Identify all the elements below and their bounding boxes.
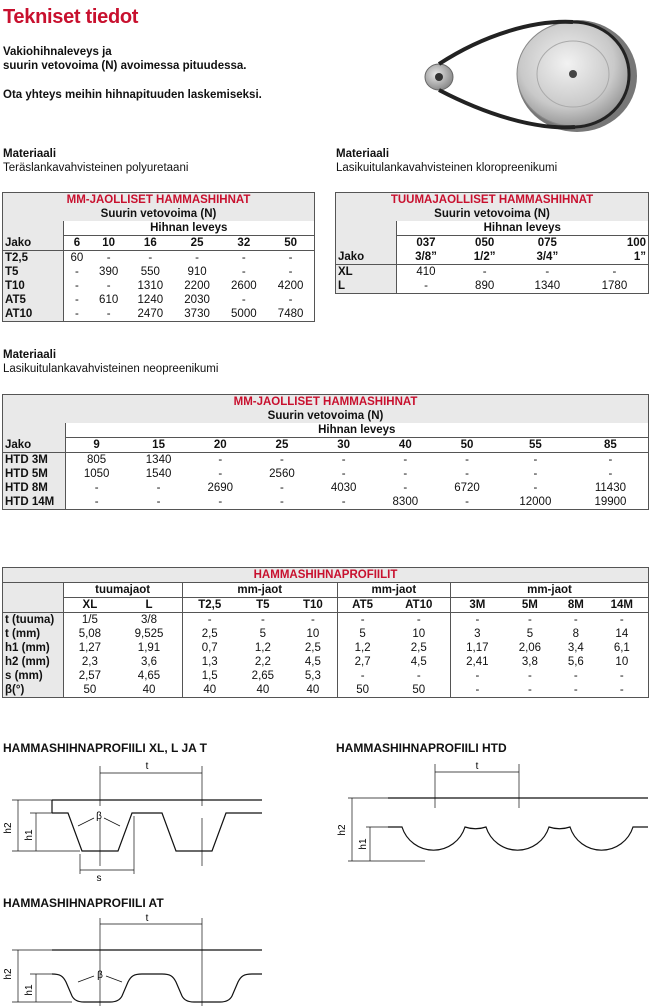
table-cell: - bbox=[465, 468, 469, 480]
table-cell: 40 bbox=[256, 684, 270, 696]
profile-col: T10 bbox=[302, 599, 323, 611]
material-text-3: Lasikuitulankavahvisteinen neopreenikumi bbox=[3, 363, 219, 375]
table-cell: 1,2 bbox=[337, 641, 387, 655]
table-cell: 1340 bbox=[145, 454, 172, 466]
table-cell: 10 bbox=[306, 628, 320, 640]
mm-width: 50 bbox=[284, 237, 297, 249]
table-cell: 2,3 bbox=[63, 655, 116, 669]
table-row bbox=[3, 613, 648, 628]
table-cell: 3 bbox=[450, 627, 503, 641]
row-label: L bbox=[336, 279, 396, 293]
table-cell: 12000 bbox=[519, 496, 552, 508]
table-cell: 14 bbox=[615, 628, 629, 640]
table-cell: - bbox=[280, 454, 284, 466]
dim-t: t bbox=[145, 913, 149, 924]
table-cell: - bbox=[545, 266, 550, 278]
table-cell: 3,8 bbox=[521, 656, 538, 668]
dim-beta: β bbox=[96, 811, 102, 822]
dim-t: t bbox=[145, 761, 149, 772]
row-label: HTD 14M bbox=[3, 495, 65, 509]
table-row bbox=[3, 495, 648, 509]
table-cell: 3,4 bbox=[567, 642, 584, 654]
table-cell: - bbox=[573, 670, 578, 682]
table-cell: - bbox=[619, 614, 624, 626]
profile-xl-title: HAMMASHIHNAPROFIILI XL, L JA T bbox=[3, 741, 207, 755]
table-cell: - bbox=[573, 684, 578, 696]
table-cell: 2,65 bbox=[251, 670, 275, 682]
table-row bbox=[3, 641, 648, 655]
dim-h2: h2 bbox=[3, 968, 14, 980]
table-cell: - bbox=[260, 614, 265, 626]
table-cell: - bbox=[337, 613, 387, 628]
profile-col: XL bbox=[63, 598, 116, 613]
table-cell: - bbox=[106, 252, 111, 264]
table-cell: 1/5 bbox=[63, 613, 116, 628]
table-cell: - bbox=[341, 454, 346, 466]
inch-table-width-label: Hihnan leveys bbox=[396, 221, 648, 236]
profile-col: T2,5 bbox=[182, 598, 237, 613]
table-cell: 6,1 bbox=[613, 642, 630, 654]
table-cell: 2,2 bbox=[254, 656, 271, 668]
table-cell: - bbox=[573, 614, 578, 626]
table-cell: - bbox=[241, 294, 246, 306]
table-cell: 2,57 bbox=[63, 669, 116, 683]
table-cell: - bbox=[218, 454, 223, 466]
htd-table-force: Suurin vetovoima (N) bbox=[267, 410, 384, 422]
table-cell: - bbox=[288, 252, 293, 264]
table-cell: 60 bbox=[63, 251, 90, 266]
table-cell: 1,91 bbox=[137, 642, 161, 654]
table-cell: - bbox=[527, 670, 532, 682]
table-cell: 5 bbox=[259, 628, 267, 640]
table-cell: 1050 bbox=[65, 467, 128, 481]
dim-h1: h1 bbox=[24, 984, 35, 996]
profile-table bbox=[3, 568, 648, 697]
table-cell: - bbox=[608, 468, 613, 480]
table-cell: 390 bbox=[99, 266, 119, 278]
table-cell: - bbox=[619, 670, 624, 682]
row-label: s (mm) bbox=[3, 669, 63, 683]
intro-line-1: Vakiohihnaleveys ja bbox=[3, 46, 112, 58]
table-cell: - bbox=[65, 481, 128, 495]
table-cell: - bbox=[195, 252, 199, 264]
table-cell: 9,525 bbox=[134, 628, 164, 640]
htd-table-title: MM-JAOLLISET HAMMASHIHNAT bbox=[233, 396, 418, 408]
table-cell: - bbox=[288, 266, 293, 278]
table-cell: 2690 bbox=[207, 482, 234, 494]
table-cell: 4,65 bbox=[137, 670, 161, 682]
row-label: t (tuuma) bbox=[3, 613, 63, 628]
table-cell: 8 bbox=[572, 628, 580, 640]
table-cell: - bbox=[533, 454, 538, 466]
row-label: HTD 3M bbox=[3, 453, 65, 468]
table-cell: 5000 bbox=[231, 308, 257, 320]
table-cell: 805 bbox=[65, 453, 128, 468]
table-cell: - bbox=[619, 684, 624, 696]
table-cell: 7480 bbox=[277, 308, 304, 320]
table-cell: 40 bbox=[142, 684, 156, 696]
table-row bbox=[3, 655, 648, 669]
table-cell: 2,5 bbox=[304, 642, 321, 654]
table-cell: 550 bbox=[140, 266, 160, 278]
table-row bbox=[3, 467, 648, 481]
table-cell: - bbox=[241, 266, 246, 278]
table-row bbox=[3, 307, 314, 321]
table-cell: 5,3 bbox=[304, 670, 321, 682]
table-row bbox=[3, 453, 648, 468]
table-cell: 19900 bbox=[594, 496, 627, 508]
table-cell: 5 bbox=[526, 628, 534, 640]
table-cell: 8300 bbox=[392, 496, 419, 508]
inch-belt-table bbox=[336, 193, 648, 293]
table-cell: - bbox=[465, 496, 469, 508]
table-cell: 1310 bbox=[137, 280, 164, 292]
inch-width-code: 050 bbox=[475, 237, 495, 249]
table-row bbox=[3, 481, 648, 495]
table-cell: - bbox=[465, 454, 469, 466]
table-cell: 1,3 bbox=[182, 655, 237, 669]
table-cell: 5,08 bbox=[63, 627, 116, 641]
table-cell: - bbox=[450, 669, 503, 683]
table-cell: - bbox=[341, 468, 346, 480]
mm-table-force: Suurin vetovoima (N) bbox=[100, 208, 217, 220]
row-label: HTD 5M bbox=[3, 467, 65, 481]
inch-width-inch: 1” bbox=[633, 251, 646, 263]
row-label: AT5 bbox=[3, 293, 63, 307]
table-cell: - bbox=[450, 613, 503, 628]
htd-width: 25 bbox=[275, 439, 289, 451]
table-cell: - bbox=[218, 496, 223, 508]
table-cell: 1240 bbox=[137, 294, 164, 306]
table-cell: 40 bbox=[306, 684, 320, 696]
table-cell: - bbox=[218, 468, 223, 480]
dim-beta: β bbox=[97, 970, 103, 981]
htd-width: 9 bbox=[65, 438, 128, 453]
table-row bbox=[3, 251, 314, 266]
table-cell: - bbox=[416, 614, 421, 626]
htd-width: 55 bbox=[528, 439, 542, 451]
table-cell: 1,2 bbox=[254, 642, 271, 654]
htd-width: 85 bbox=[604, 439, 617, 451]
row-label: β(°) bbox=[3, 683, 63, 697]
table-row bbox=[336, 265, 648, 280]
table-cell: - bbox=[533, 468, 538, 480]
inch-width-code: 075 bbox=[537, 237, 557, 249]
inch-table-title: TUUMAJAOLLISET HAMMASHIHNAT bbox=[390, 194, 594, 206]
htd-width: 40 bbox=[398, 439, 412, 451]
profile-col: AT10 bbox=[405, 599, 433, 611]
material-text-2: Lasikuitulankavahvisteinen kloropreenikumi bbox=[336, 162, 558, 174]
profile-at-title: HAMMASHIHNAPROFIILI AT bbox=[3, 896, 164, 910]
inch-table-force: Suurin vetovoima (N) bbox=[434, 208, 550, 220]
table-cell: - bbox=[106, 308, 111, 320]
profile-group: mm-jaot bbox=[182, 583, 337, 598]
table-cell: 2560 bbox=[269, 468, 295, 480]
table-cell: - bbox=[63, 307, 90, 321]
htd-belt-table bbox=[3, 395, 648, 509]
table-row bbox=[3, 293, 314, 307]
table-row bbox=[3, 669, 648, 683]
table-cell: 5,6 bbox=[567, 656, 584, 668]
table-cell: - bbox=[527, 614, 532, 626]
table-cell: - bbox=[416, 670, 421, 682]
table-row bbox=[336, 279, 648, 293]
row-label: T2,5 bbox=[3, 251, 63, 266]
material-label-2: Materiaali bbox=[336, 148, 390, 160]
dim-h2: h2 bbox=[337, 824, 348, 836]
inch-table-jako: Jako bbox=[336, 250, 396, 265]
intro-line-2: suurin vetovoima (N) avoimessa pituudessa. bbox=[3, 60, 247, 72]
table-cell: 1340 bbox=[534, 280, 561, 292]
material-label-1: Materiaali bbox=[3, 148, 57, 160]
profile-htd-title: HAMMASHIHNAPROFIILI HTD bbox=[336, 741, 507, 755]
page-title: Tekniset tiedot bbox=[3, 6, 139, 28]
profile-xl-diagram bbox=[0, 758, 290, 883]
table-cell: 3/8 bbox=[141, 614, 157, 626]
table-cell: 1780 bbox=[601, 280, 628, 292]
row-label: T10 bbox=[3, 279, 63, 293]
table-cell: 2030 bbox=[184, 294, 210, 306]
table-cell: - bbox=[403, 482, 408, 494]
table-cell: - bbox=[148, 252, 153, 264]
table-cell: 2,7 bbox=[337, 655, 387, 669]
table-cell: 2,06 bbox=[518, 642, 542, 654]
table-cell: - bbox=[280, 482, 284, 494]
table-cell: - bbox=[612, 266, 617, 278]
table-cell: - bbox=[280, 496, 284, 508]
table-row bbox=[3, 627, 648, 641]
table-cell: 5 bbox=[337, 627, 387, 641]
mm-belt-table bbox=[3, 193, 314, 321]
table-cell: 10 bbox=[412, 628, 426, 640]
table-cell: - bbox=[65, 495, 128, 509]
table-cell: 1540 bbox=[145, 468, 172, 480]
table-cell: - bbox=[533, 482, 538, 494]
table-cell: 1,5 bbox=[182, 669, 237, 683]
table-row bbox=[3, 265, 314, 279]
profile-col: L bbox=[145, 599, 153, 611]
table-cell: - bbox=[337, 669, 387, 683]
table-cell: 3730 bbox=[184, 308, 210, 320]
table-cell: 2,5 bbox=[410, 642, 427, 654]
mm-width: 6 bbox=[63, 236, 90, 251]
table-cell: 4200 bbox=[277, 280, 304, 292]
profile-group: mm-jaot bbox=[450, 583, 648, 598]
inch-width-code: 100 bbox=[626, 237, 646, 249]
table-cell: 0,7 bbox=[182, 641, 237, 655]
table-cell: 890 bbox=[475, 280, 495, 292]
htd-width: 15 bbox=[152, 439, 165, 451]
row-label: AT10 bbox=[3, 307, 63, 321]
inch-width-inch: 1/2” bbox=[473, 251, 496, 263]
table-cell: - bbox=[396, 279, 455, 293]
mm-table-width-label: Hihnan leveys bbox=[63, 221, 314, 236]
profile-htd-diagram bbox=[330, 758, 650, 878]
table-cell: 410 bbox=[396, 265, 455, 280]
material-text-1: Teräslankavahvisteinen polyuretaani bbox=[3, 162, 189, 174]
table-cell: - bbox=[156, 496, 161, 508]
profile-col: 8M bbox=[567, 599, 584, 611]
table-cell: - bbox=[403, 454, 408, 466]
profile-group: mm-jaot bbox=[337, 583, 450, 598]
table-cell: - bbox=[182, 613, 237, 628]
table-cell: 910 bbox=[187, 266, 207, 278]
table-cell: - bbox=[403, 468, 408, 480]
table-cell: - bbox=[341, 496, 346, 508]
mm-width: 25 bbox=[190, 237, 204, 249]
intro-line-3: Ota yhteys meihin hihnapituuden laskemiseksi. bbox=[3, 89, 262, 101]
table-cell: 4,5 bbox=[410, 656, 427, 668]
profile-col: 3M bbox=[450, 598, 503, 613]
table-cell: - bbox=[482, 266, 487, 278]
table-cell: 2,41 bbox=[450, 655, 503, 669]
table-cell: 50 bbox=[412, 684, 426, 696]
htd-table-jako: Jako bbox=[3, 438, 65, 453]
table-cell: 610 bbox=[99, 294, 119, 306]
htd-width: 20 bbox=[213, 439, 227, 451]
mm-width: 16 bbox=[143, 237, 157, 249]
table-cell: 6720 bbox=[454, 482, 480, 494]
table-cell: - bbox=[63, 293, 90, 307]
mm-table-title: MM-JAOLLISET HAMMASHIHNAT bbox=[66, 194, 251, 206]
table-cell: 1,27 bbox=[63, 641, 116, 655]
mm-width: 10 bbox=[102, 237, 116, 249]
table-row bbox=[3, 683, 648, 697]
table-cell: - bbox=[156, 482, 161, 494]
dim-h1: h1 bbox=[24, 829, 35, 841]
mm-table-jako: Jako bbox=[3, 236, 63, 251]
profile-col: 5M bbox=[521, 599, 538, 611]
dim-s: s bbox=[96, 873, 102, 883]
table-cell: - bbox=[527, 684, 532, 696]
table-cell: 10 bbox=[615, 656, 629, 668]
table-cell: - bbox=[63, 265, 90, 279]
table-cell: 1,17 bbox=[450, 641, 503, 655]
row-label: XL bbox=[336, 265, 396, 280]
mm-width: 32 bbox=[237, 237, 251, 249]
table-cell: 40 bbox=[182, 683, 237, 697]
dim-t: t bbox=[475, 761, 479, 772]
profile-col: 14M bbox=[610, 599, 634, 611]
table-cell: 4,5 bbox=[304, 656, 321, 668]
table-cell: 4030 bbox=[330, 482, 357, 494]
table-cell: - bbox=[310, 614, 315, 626]
profile-group: tuumajaot bbox=[63, 583, 182, 598]
table-cell: 2200 bbox=[184, 280, 210, 292]
pulley-illustration bbox=[415, 14, 647, 136]
table-cell: 3,6 bbox=[141, 656, 157, 668]
table-cell: 2,5 bbox=[182, 627, 237, 641]
table-cell: 2470 bbox=[137, 308, 164, 320]
profile-at-diagram bbox=[0, 912, 290, 1008]
dim-h1: h1 bbox=[358, 838, 369, 850]
table-cell: - bbox=[450, 683, 503, 697]
htd-width: 50 bbox=[460, 439, 474, 451]
inch-width-inch: 3/8” bbox=[396, 250, 455, 265]
row-label: HTD 8M bbox=[3, 481, 65, 495]
htd-table-width-label: Hihnan leveys bbox=[65, 423, 648, 438]
profile-col: T5 bbox=[256, 599, 270, 611]
table-cell: - bbox=[288, 294, 293, 306]
table-cell: 2600 bbox=[231, 280, 257, 292]
table-cell: 11430 bbox=[594, 482, 626, 494]
table-row bbox=[3, 279, 314, 293]
htd-width: 30 bbox=[337, 439, 351, 451]
profile-table-title: HAMMASHIHNAPROFIILIT bbox=[253, 569, 398, 581]
table-cell: - bbox=[106, 280, 111, 292]
table-cell: 50 bbox=[337, 683, 387, 697]
profile-col: AT5 bbox=[337, 598, 387, 613]
table-cell: 50 bbox=[63, 683, 116, 697]
row-label: h1 (mm) bbox=[3, 641, 63, 655]
row-label: h2 (mm) bbox=[3, 655, 63, 669]
row-label: T5 bbox=[3, 265, 63, 279]
inch-width-inch: 3/4” bbox=[536, 251, 559, 263]
row-label: t (mm) bbox=[3, 627, 63, 641]
inch-width-code: 037 bbox=[396, 236, 455, 251]
table-cell: - bbox=[241, 252, 246, 264]
dim-h2: h2 bbox=[3, 822, 14, 834]
table-cell: - bbox=[608, 454, 613, 466]
material-label-3: Materiaali bbox=[3, 349, 57, 361]
table-cell: - bbox=[63, 279, 90, 293]
